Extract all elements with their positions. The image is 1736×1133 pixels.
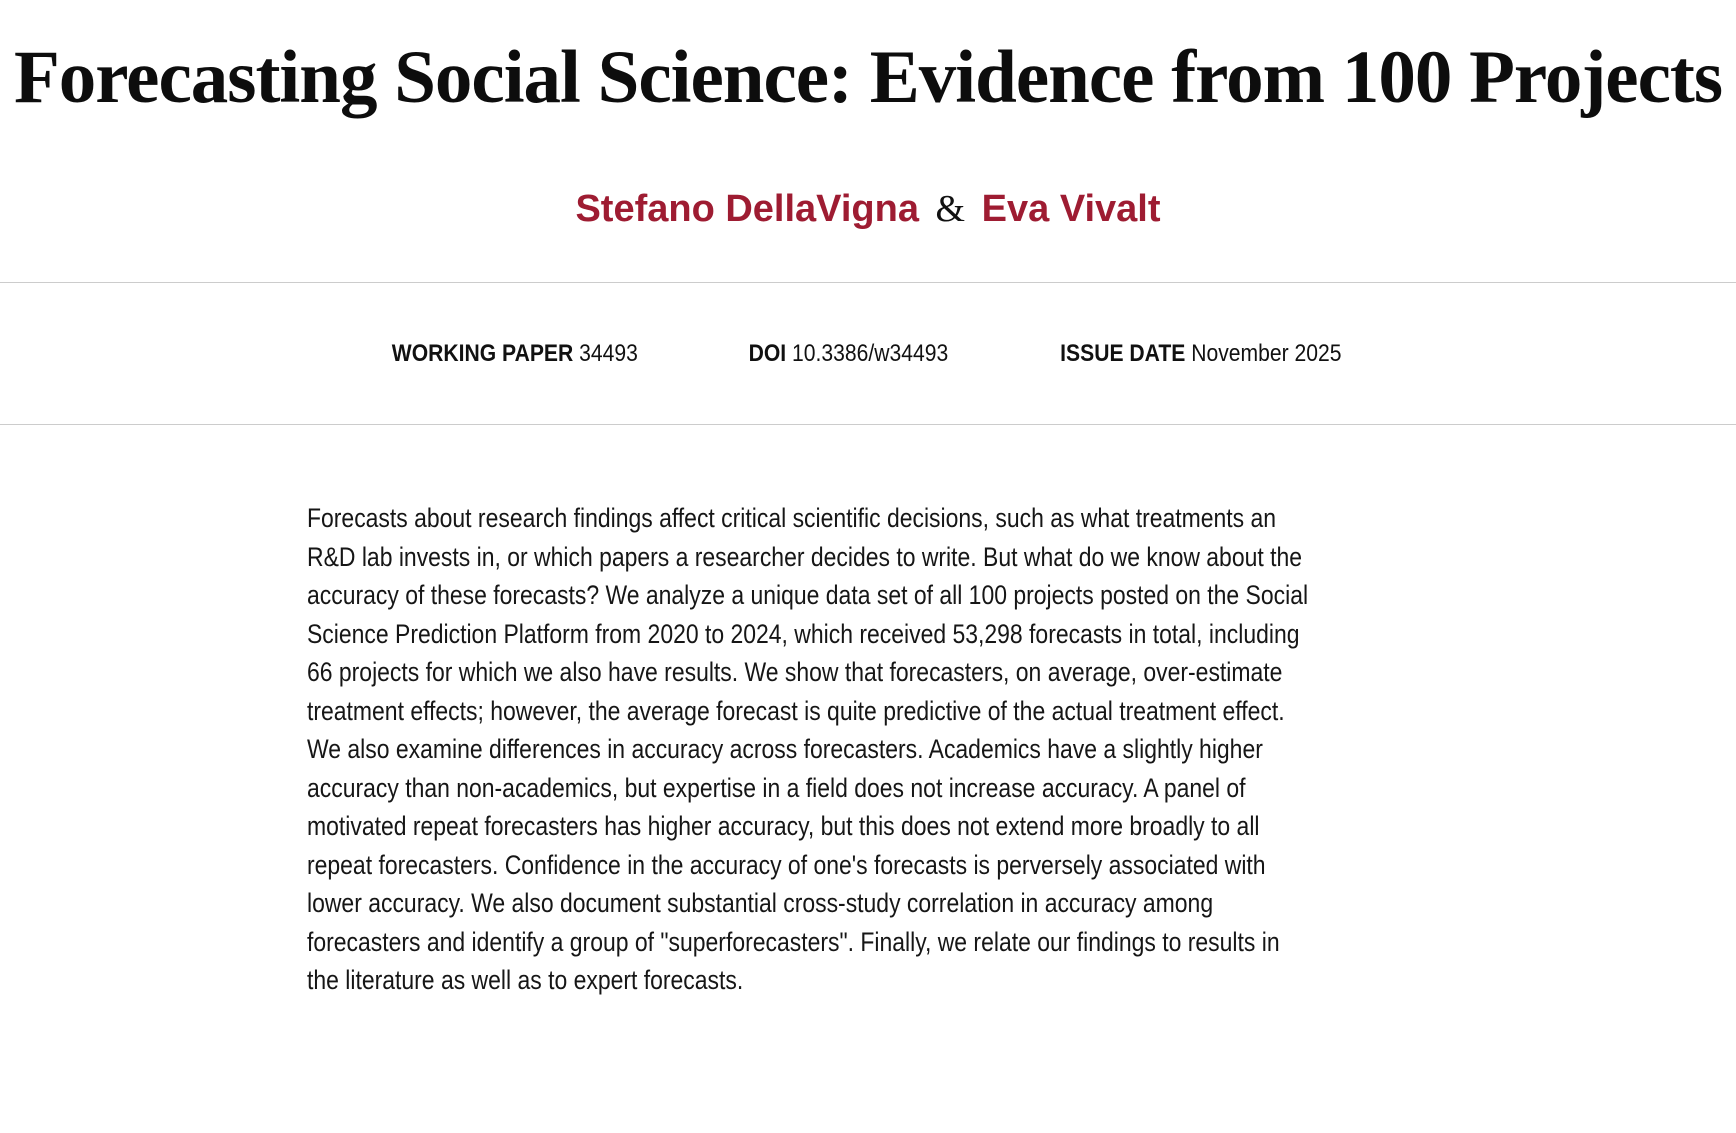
- abstract-line: Forecasts about research findings affect critical scientific decisions, such as what treatments an: [307, 503, 1277, 534]
- paper-title: Forecasting Social Science: Evidence from 100 Projects: [13, 36, 1723, 119]
- abstract-line: repeat forecasters. Confidence in the accuracy of one's forecasts is perversely associated with: [307, 849, 1266, 880]
- meta-working-paper-value: 34493: [579, 339, 638, 367]
- meta-issue-date-label: ISSUE DATE: [1060, 339, 1186, 367]
- abstract-line: the literature as well as to expert forecasts.: [307, 965, 744, 996]
- author-link-vivalt[interactable]: Eva Vivalt: [981, 187, 1161, 230]
- paper-meta-band: [0, 282, 1736, 425]
- meta-working-paper-label: WORKING PAPER: [391, 339, 574, 367]
- author-link-dellavigna[interactable]: Stefano DellaVigna: [575, 187, 919, 230]
- author-separator: &: [935, 187, 966, 230]
- meta-issue-date: [1061, 340, 1342, 368]
- abstract-line: lower accuracy. We also document substantial cross-study correlation in accuracy among: [307, 888, 1214, 919]
- meta-doi-value: 10.3386/w34493: [791, 339, 948, 367]
- abstract-line: Science Prediction Platform from 2020 to 2024, which received 53,298 forecasts in total, including: [307, 618, 1300, 649]
- meta-doi: [748, 340, 948, 368]
- abstract-line: accuracy of these forecasts? We analyze a unique data set of all 100 projects posted on the Social: [307, 580, 1309, 611]
- abstract-line: 66 projects for which we also have results. We show that forecasters, on average, over-estimate: [307, 657, 1283, 688]
- abstract-line: forecasters and identify a group of "superforecasters". Finally, we relate our findings to results in: [307, 926, 1280, 957]
- abstract-line: treatment effects; however, the average forecast is quite predictive of the actual treatment effect.: [307, 695, 1285, 726]
- meta-working-paper: [392, 340, 638, 368]
- abstract-line: accuracy than non-academics, but expertise in a field does not increase accuracy. A panel of: [307, 772, 1246, 803]
- meta-doi-label: DOI: [748, 339, 786, 367]
- meta-issue-date-value: November 2025: [1191, 339, 1342, 367]
- abstract-line: We also examine differences in accuracy across forecasters. Academics have a slightly higher: [307, 734, 1263, 765]
- paper-abstract: [307, 499, 1522, 1000]
- authors-line: [0, 187, 1736, 233]
- abstract-line: motivated repeat forecasters has higher accuracy, but this does not extend more broadly to all: [307, 811, 1260, 842]
- abstract-line: R&D lab invests in, or which papers a researcher decides to write. But what do we know about the: [307, 541, 1303, 572]
